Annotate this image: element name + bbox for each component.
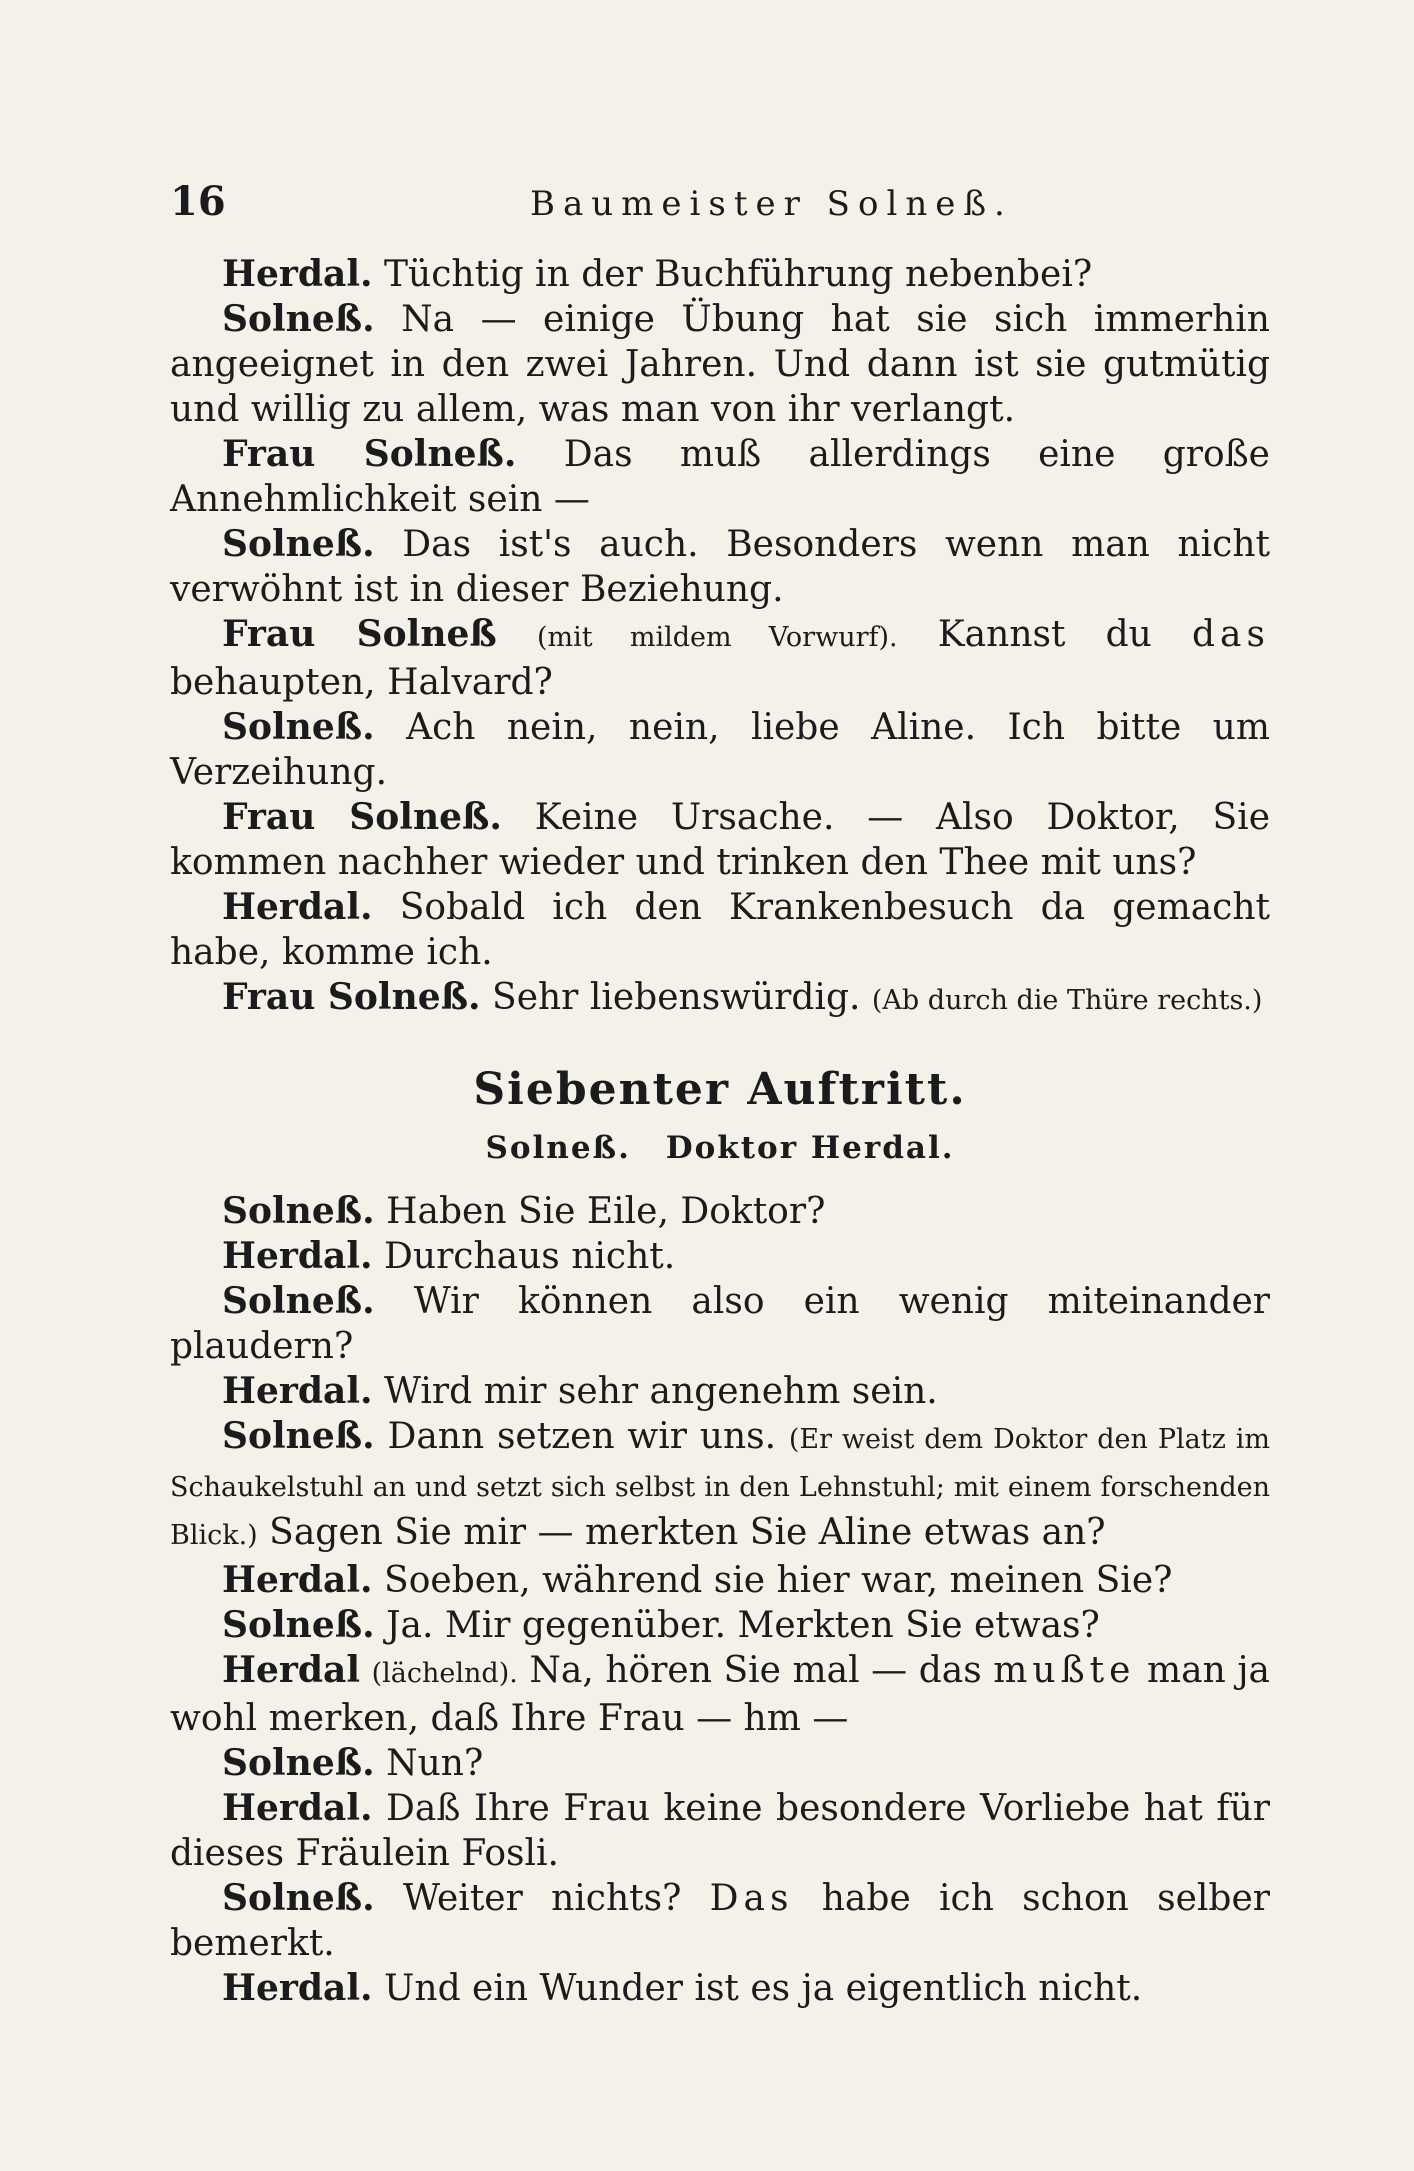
speaker-name: Herdal. xyxy=(222,253,373,295)
spoken-text: Keine Ursache. — Also Doktor, Sie kommen nachher wieder und trinken den Thee mit uns? xyxy=(170,797,1270,883)
stage-direction: (lächelnd). xyxy=(371,1658,518,1689)
speaker-name: Frau Solneß xyxy=(222,613,497,655)
spoken-text: Durchaus nicht. xyxy=(384,1236,676,1277)
dialogue-line xyxy=(170,1876,1270,1966)
speaker-name: Solneß. xyxy=(222,1742,375,1784)
speaker-name: Solneß. xyxy=(222,523,375,565)
emphasized-word: mußte xyxy=(993,1650,1136,1691)
spoken-text: Kannst du xyxy=(937,614,1152,655)
dialogue-line xyxy=(170,522,1270,612)
scene-person: Solneß. xyxy=(485,1130,631,1166)
spoken-text: Sehr liebenswürdig. xyxy=(492,977,861,1018)
speaker-name: Herdal. xyxy=(222,886,373,928)
spoken-text: Haben Sie Eile, Doktor? xyxy=(386,1191,826,1232)
spoken-text: Tüchtig in der Buchführung nebenbei? xyxy=(384,254,1093,295)
dialogue-line xyxy=(170,1786,1270,1876)
dialogue-line xyxy=(170,1966,1270,2011)
stage-direction: (Er weist dem Doktor den Platz im Schaukelstuhl an und setzt sich selbst in den Lehnstuhl; mit einem forschenden Blick.) xyxy=(170,1424,1270,1551)
speaker-name: Herdal. xyxy=(222,1370,373,1412)
scene-title: Siebenter Auftritt. xyxy=(473,1064,967,1115)
speaker-name: Herdal. xyxy=(222,1787,373,1829)
spoken-text: Daß Ihre Frau keine besondere Vorliebe hat für dieses Fräulein Fosli. xyxy=(170,1788,1270,1874)
running-title: Baumeister Solneß. xyxy=(530,184,1013,224)
page-number: 16 xyxy=(170,178,226,225)
spoken-text: Wir können also ein wenig miteinander plaudern? xyxy=(170,1281,1270,1367)
dialogue-line xyxy=(170,705,1270,795)
speaker-name: Solneß. xyxy=(222,1604,375,1646)
spoken-text: behaupten, Halvard? xyxy=(170,662,553,703)
dialogue-line xyxy=(170,612,1270,705)
spoken-text: Das muß allerdings eine große Annehmlichkeit sein — xyxy=(170,434,1270,520)
dialogue-line xyxy=(170,975,1270,1023)
spoken-text: Das ist's auch. Besonders wenn man nicht verwöhnt ist in dieser Beziehung. xyxy=(170,524,1270,610)
speaker-name: Solneß. xyxy=(222,1877,375,1919)
scene-person: Doktor Herdal. xyxy=(665,1130,955,1166)
emphasized-word: das xyxy=(1192,614,1270,655)
dialogue-line xyxy=(170,1603,1270,1648)
spoken-text: Ja. Mir gegenüber. Merkten Sie etwas? xyxy=(386,1605,1100,1646)
stage-direction: (mit mildem Vorwurf). xyxy=(536,622,898,653)
dialogue-line xyxy=(170,795,1270,885)
spoken-text: Na — einige Übung hat sie sich immerhin angeeignet in den zwei Jahren. Und dann ist sie gutmütig und willig zu allem, was man von ihr verlangt. xyxy=(170,299,1270,430)
speaker-name: Solneß. xyxy=(222,706,375,748)
spoken-text: Nun? xyxy=(386,1743,484,1784)
spoken-text: man ja wohl merken, daß Ihre Frau — hm — xyxy=(170,1650,1270,1739)
speaker-name: Solneß. xyxy=(222,1415,375,1457)
spoken-text: Ach nein, nein, liebe Aline. Ich bitte um Verzeihung. xyxy=(170,707,1270,793)
spoken-text: Weiter nichts? xyxy=(402,1878,682,1919)
spoken-text: Dann setzen wir uns. xyxy=(387,1416,777,1457)
spoken-text: Und ein Wunder ist es ja eigentlich nicht. xyxy=(384,1968,1143,2009)
speaker-name: Herdal. xyxy=(222,1967,373,2009)
spoken-text: Wird mir sehr angenehm sein. xyxy=(384,1371,938,1412)
dialogue-line xyxy=(170,1414,1270,1558)
dialogue-line xyxy=(170,1648,1270,1741)
dialogue-line xyxy=(170,1558,1270,1603)
speaker-name: Frau Solneß. xyxy=(222,976,481,1018)
dialogue-line xyxy=(170,885,1270,975)
speaker-name: Solneß. xyxy=(222,298,375,340)
speaker-name: Herdal xyxy=(222,1649,361,1691)
spoken-text: Na, hören Sie mal — das xyxy=(529,1650,982,1691)
scene-persons xyxy=(170,1126,1270,1171)
page-body xyxy=(170,252,1270,2011)
dialogue-line xyxy=(170,432,1270,522)
dialogue-line xyxy=(170,1741,1270,1786)
dialogue-line xyxy=(170,297,1270,432)
dialogue-line xyxy=(170,1234,1270,1279)
speaker-name: Frau Solneß. xyxy=(222,796,502,838)
speaker-name: Herdal. xyxy=(222,1559,373,1601)
speaker-name: Herdal. xyxy=(222,1235,373,1277)
dialogue-line xyxy=(170,1189,1270,1234)
spoken-text: Soeben, während sie hier war, meinen Sie? xyxy=(384,1560,1173,1601)
page-header xyxy=(170,178,1270,238)
stage-direction: (Ab durch die Thüre rechts.) xyxy=(871,985,1263,1016)
spoken-text: Sobald ich den Krankenbesuch da gemacht habe, komme ich. xyxy=(170,887,1270,973)
dialogue-line xyxy=(170,1369,1270,1414)
dialogue-line xyxy=(170,252,1270,297)
spoken-text: habe ich schon selber bemerkt. xyxy=(170,1878,1270,1964)
speaker-name: Solneß. xyxy=(222,1280,375,1322)
spoken-text: Sagen Sie mir — merkten Sie Aline etwas an? xyxy=(269,1512,1106,1553)
speaker-name: Frau Solneß. xyxy=(222,433,517,475)
speaker-name: Solneß. xyxy=(222,1190,375,1232)
dialogue-line xyxy=(170,1279,1270,1369)
emphasized-word: Das xyxy=(709,1878,794,1919)
